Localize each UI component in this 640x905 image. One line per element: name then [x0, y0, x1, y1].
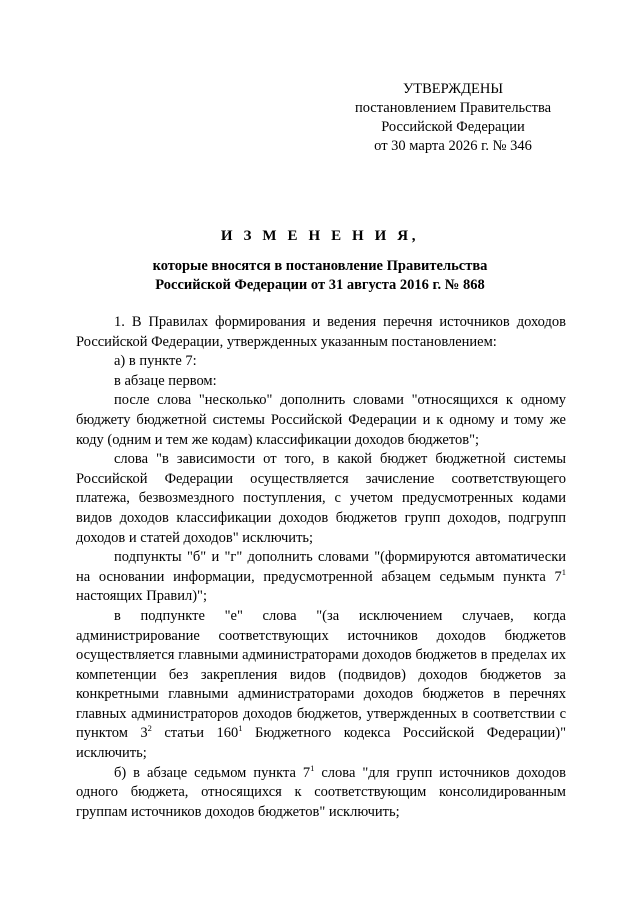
approval-line-1: постановлением Правительства — [354, 100, 552, 116]
paragraph-5: слова "в зависимости от того, в какой бюджет бюджетной системы Российской Федерации осуществляется зачисление соответствующего платежа, безвозмездного поступления, с учетом предусмотренных кодами видов доходов классификации доходов бюджетов групп доходов, подгрупп доходов и статей доходов" исключить; — [76, 451, 566, 546]
document-heading — [60, 227, 580, 295]
paragraph-7-text-c: Бюджетного кодекса Российской Федерации)" исключить; — [76, 725, 566, 762]
paragraph-8-text-b: слова "для групп источников доходов одного бюджета, относящихся к соответствующим консолидированным группам источников доходов бюджетов" исключить; — [76, 764, 566, 820]
paragraph-7 — [76, 607, 566, 764]
document-subtitle — [60, 257, 580, 295]
paragraph-7-text-b: статьи 160 — [151, 725, 239, 742]
paragraph-6-text-b: настоящих Правил)"; — [76, 588, 207, 605]
paragraph-8-text-a: б) в абзаце седьмом пункта 7 — [114, 764, 311, 781]
paragraph-7-sup-2: 1 — [238, 723, 243, 734]
approval-line-3: от 30 марта 2026 г. № 346 — [374, 138, 532, 154]
paragraph-1: 1. В Правилах формирования и ведения перечня источников доходов Российской Федерации, утвержденных указанным постановлением: — [76, 314, 566, 350]
paragraph-7-sup-1: 2 — [147, 723, 152, 734]
paragraph-8-sup: 1 — [310, 762, 315, 773]
paragraph-6-sup: 1 — [561, 566, 566, 577]
paragraph-6 — [76, 548, 566, 607]
subtitle-line-2: Российской Федерации от 31 августа 2016 г. № 868 — [155, 277, 485, 293]
paragraph-3: в абзаце первом: — [114, 372, 217, 389]
paragraph-4: после слова "несколько" дополнить словами "относящихся к одному бюджету бюджетной системы Российской Федерации и к одному и тому же коду (одним и тем же кодам) классификации доходов бюджетов"; — [76, 392, 566, 448]
document-title: И З М Е Н Е Н И Я, — [220, 228, 420, 244]
approval-line-2: Российской Федерации — [381, 119, 525, 135]
document-body — [76, 313, 566, 822]
paragraph-6-text-a: подпункты "б" и "г" дополнить словами "(формируются автоматически на основании информации, предусмотренной абзацем седьмым пункта 7 — [76, 549, 566, 585]
paragraph-2: а) в пункте 7: — [114, 353, 197, 370]
paragraph-7-text-a: в подпункте "е" слова "(за исключением случаев, когда администрирование соответствующих источников доходов бюджетов осуществляется главными администраторами доходов бюджетов в пределах их компетенции без закрепления видов (подвидов) доходов бюджетов за конкретными главными администраторами доходов бюджетов в перечнях главных администраторов доходов бюджетов, утвержденных в соответствии с пунктом 3 — [76, 607, 566, 742]
approval-stamp — [338, 80, 568, 156]
subtitle-line-1: которые вносятся в постановление Правительства — [152, 258, 488, 274]
paragraph-8 — [76, 764, 566, 823]
approval-title: УТВЕРЖДЕНЫ — [402, 81, 504, 97]
